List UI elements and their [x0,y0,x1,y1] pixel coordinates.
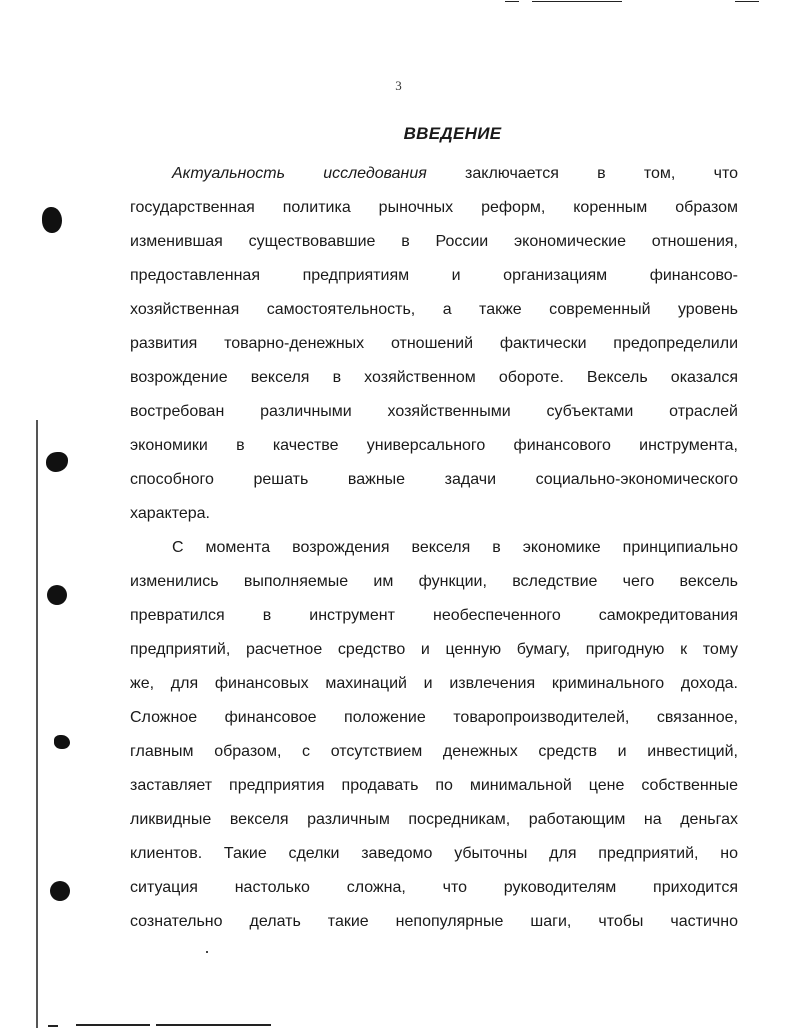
paragraph-1-line: способного решать важные задачи социально-экономического [130,471,738,488]
paragraph-2-line: сознательно делать такие непопулярные шаги, чтобы частично [130,913,738,930]
paragraph-2-line: изменились выполняемые им функции, вследствие чего вексель [130,573,738,590]
paragraph-1-line: государственная политика рыночных реформ, коренным образом [130,199,738,216]
paragraph-2-line: Сложное финансовое положение товаропроизводителей, связанное, [130,709,738,726]
punch-hole-mark [46,452,68,472]
scan-artifact-bottom [76,1024,150,1026]
page-title [0,124,797,144]
page-number: 3 [395,78,402,93]
paragraph-2-line: заставляет предприятия продавать по минимальной цене собственные [130,777,738,794]
paragraph-2-line: главным образом, с отсутствием денежных средств и инвестиций, [130,743,738,760]
paragraph-2-line: ситуация настолько сложна, что руководителям приходится [130,879,738,896]
paragraph-1-line: характера. [130,505,210,522]
scan-artifact-top [505,1,519,2]
punch-hole-mark [54,735,70,749]
punch-hole-mark [47,585,67,605]
paragraph-1-line: развития товарно-денежных отношений фактически предопределили [130,335,738,352]
scan-artifact-bottom [48,1025,58,1027]
paragraph-1-line: востребован различными хозяйственными субъектами отраслей [130,403,738,420]
paragraph-2-line: же, для финансовых махинаций и извлечения криминального дохода. [130,675,738,692]
paragraph-2-line: предприятий, расчетное средство и ценную бумагу, пригодную к тому [130,641,738,658]
paragraph-1-line: изменившая существовавшие в России экономические отношения, [130,233,738,250]
binding-edge [36,420,38,1028]
paragraph-2-line: С момента возрождения векселя в экономике принципиально [172,539,738,556]
punch-hole-mark [42,207,62,233]
scan-artifact-top [532,1,622,2]
scan-artifact-bottom [156,1024,271,1026]
paragraph-1-line: возрождение векселя в хозяйственном обороте. Вексель оказался [130,369,738,386]
paragraph-1-line: экономики в качестве универсального финансового инструмента, [130,437,738,454]
page-title-text: ВВЕДЕНИЕ [403,124,502,143]
scan-speck [206,951,208,953]
paragraph-2-line: превратился в инструмент необеспеченного самокредитования [130,607,738,624]
lead-phrase: Актуальность исследования [172,165,427,182]
paragraph-2-line: ликвидные векселя различным посредникам, работающим на деньгах [130,811,738,828]
paragraph-1-line: предоставленная предприятиям и организациям финансово- [130,267,738,284]
punch-hole-mark [50,881,70,901]
body-text [130,157,738,939]
scan-artifact-top [735,1,759,2]
paragraph-1-line: Актуальность исследования заключается в том, что [172,165,738,182]
paragraph-2-line: клиентов. Такие сделки заведомо убыточны для предприятий, но [130,845,738,862]
paragraph-1-line: хозяйственная самостоятельность, а также современный уровень [130,301,738,318]
